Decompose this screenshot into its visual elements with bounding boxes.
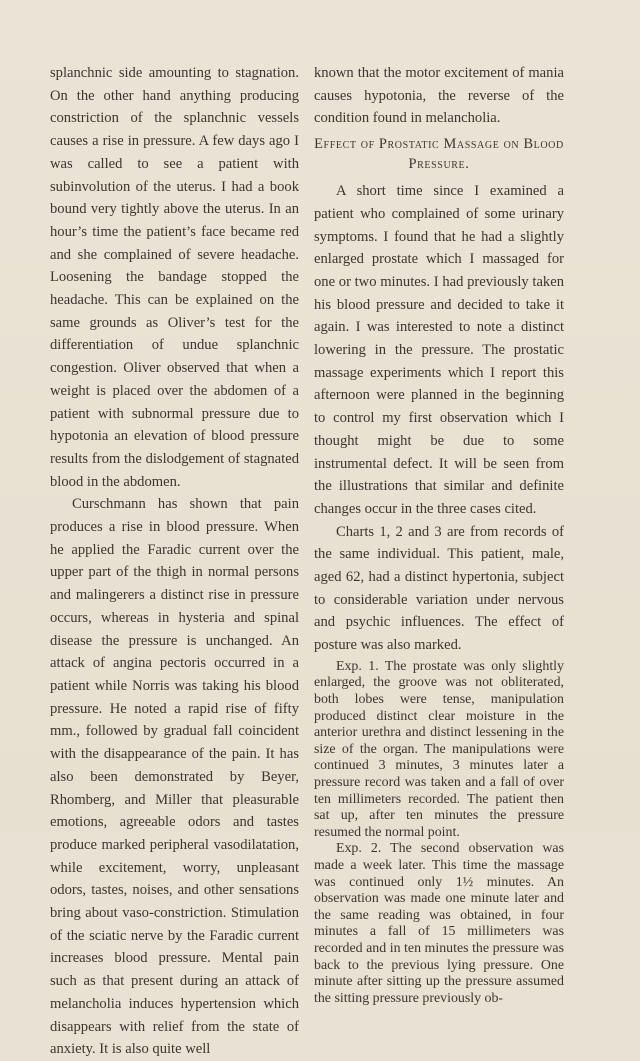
experiment-notes [314,659,564,1007]
section-heading [314,134,564,174]
experiment-2-paragraph: Exp. 2. The second observation was made a week later. This time the massage was continued only 1½ minutes. An observation was made one minute later and the same reading was obtained, in four minutes a fall of 15 millimeters was recorded and in ten minutes the pressure was back to the previous lying pressure. One minute after sitting up the pressure assumed the sitting pressure previously ob- [314,841,564,1006]
right-paragraph-1: A short time since I examined a patient who complained of some urinary symptoms. I found that he had a slightly enlarged prostate which I massaged for one or two minutes. I had previously taken his blood pressure and decided to take it again. I was interested to note a distinct lowering in the pressure. The prostatic massage experiments which I report this afternoon were planned in the beginning to control my first observation which I thought might be due to some instrumental defect. It will be seen from the illustrations that similar and definite changes occur in the three cases cited. [314,183,564,517]
experiment-1-paragraph: Exp. 1. The prostate was only slightly enlarged, the groove was not obliterated, both lobes were tense, manipulation produced distinct clear moisture in the anterior urethra and distinct lessening in the size of the organ. The manipulations were continued 3 minutes, 3 minutes later a pressure record was taken and a fall of over ten millimeters recorded. The patient then sat up, after ten minutes the pressure resumed the normal point. [314,658,564,840]
left-column [50,62,299,1061]
right-intro-paragraph: known that the motor excitement of mania causes hypotonia, the reverse of the condition found in melancholia. [314,65,564,127]
left-paragraph-1: splanchnic side amounting to stagnation. On the other hand anything producing constriction of the splanchnic vessels causes a rise in pressure. A few days ago I was called to see a patient with subinvolution of the uterus. I had a book bound very tightly above the uterus. In an hour’s time the patient’s face became red and she complained of severe headache. Loosening the bandage stopped the headache. This can be explained on the same grounds as Oliver’s test for the differentiation of undue splanchnic congestion. Oliver observed that when a weight is placed over the abdomen of a patient with subnormal pressure due to hypotonia an elevation of blood pressure results from the dislodgement of stagnated blood in the abdomen. [50,65,299,490]
left-paragraph-2: Curschmann has shown that pain produces a rise in blood pressure. When he applied the Faradic current over the upper part of the thigh in normal persons and malingerers a distinct rise in pressure occurs, whereas in hysteria and spinal disease the pressure is unchanged. An attack of angina pectoris occurred in a patient while Norris was taking his blood pressure. He noted a rapid rise of fifty mm., followed by gradual fall coincident with the disappearance of the pain. It has also been demonstrated by Beyer, Rhomberg, and Miller that pleasurable emotions, agreeable odors and tastes produce marked peripheral vasodilatation, while excitement, worry, unpleasant odors, tastes, noises, and other sensations bring about vaso-constriction. Stimulation of the sciatic nerve by the Faradic current increases blood pressure. Mental pain such as that present during an attack of melancholia induces hypertension which disappears with relief from the state of anxiety. It is also quite well [50,496,299,1058]
right-paragraph-2: Charts 1, 2 and 3 are from records of the same individual. This patient, male, aged 62, had a distinct hypertonia, subject to considerable variation under nervous and psychic influences. The effect of posture was also marked. [314,523,564,654]
section-heading-line-2: Pressure. [408,156,470,173]
section-heading-line-1: Effect of Prostatic Massage on Blood [314,136,564,153]
right-column [314,62,564,1007]
